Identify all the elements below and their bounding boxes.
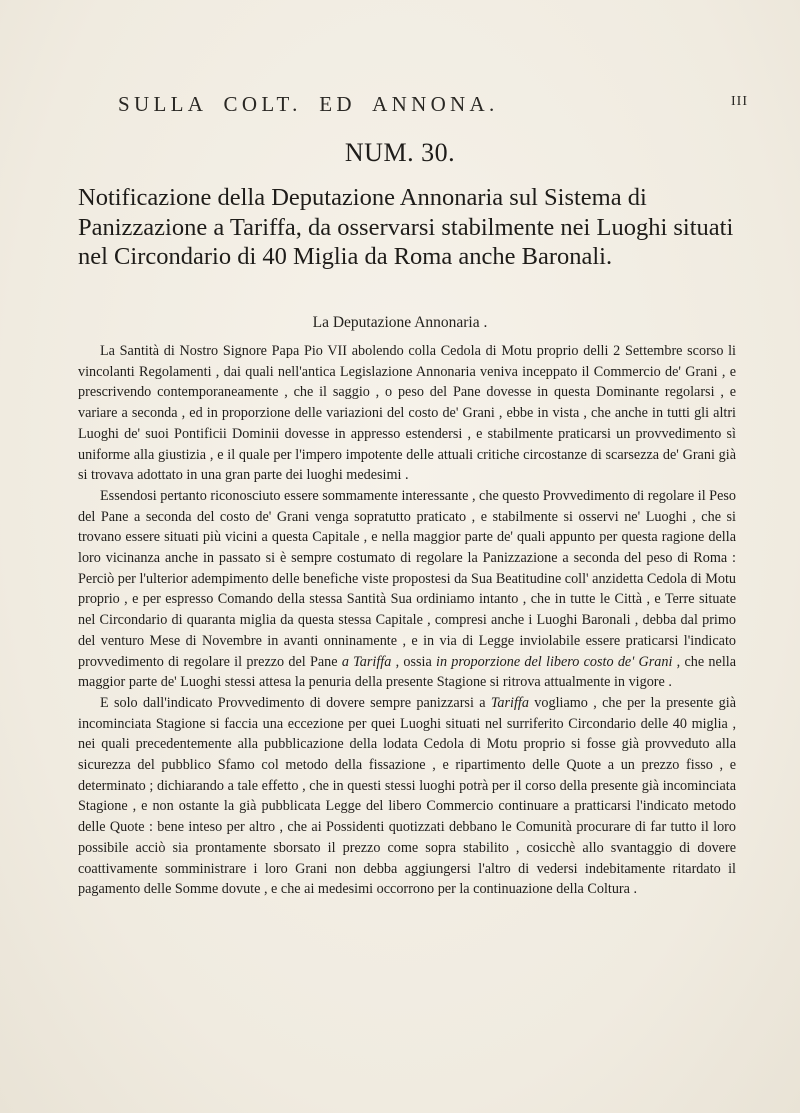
paragraph-3-italic-tariffa: Tariffa	[490, 694, 529, 711]
paragraph-1-text: La Santità di Nostro Signore Papa Pio VII abolendo colla Cedola di Motu proprio delli 2 Settembre scorso li vincolanti Regolamenti , dai quali nell'antica Legislazione Annonaria veniva inceppato il Commercio de' Grani , e prescrivendo contemporaneamente , che il saggio , o peso del Pane dovesse in questa Dominante regolarsi , e variare a seconda , ed in proporzione delle variazioni del costo de' Grani , ebbe in vista , che anche in tutti gli altri Luoghi de' suoi Pontificii Dominii dovesse in appresso estendersi , e stabilmente praticarsi un provvedimento sì uniforme alla giustizia , e il quale per l'impero impotente delle attuali critiche circostanze di scarsezza de' Grani già si trovava adottato in una gran parte dei luoghi medesimi .	[78, 343, 736, 484]
running-head	[118, 92, 748, 116]
document-title: Notificazione della Deputazione Annonaria sul Sistema di Panizzazione a Tariffa, da osservarsi stabilmente nei Luoghi situati nel Circondario di 40 Miglia da Roma anche Baronali.	[78, 184, 734, 270]
issuer-line: La Deputazione Annonaria .	[312, 314, 488, 331]
page-number: III	[731, 94, 748, 109]
paragraph-2-italic-proporzione: in proporzione del libero costo de' Grani	[436, 653, 673, 670]
paragraph-3	[78, 693, 736, 900]
paragraph-2	[78, 486, 736, 693]
paragraph-2-mid: , ossia	[391, 653, 437, 670]
paragraph-2-italic-tariffa: a Tariffa	[341, 653, 392, 670]
running-title: SULLA COLT. ED ANNONA.	[118, 92, 499, 116]
document-number: NUM. 30.	[344, 138, 456, 167]
paragraph-1	[78, 341, 736, 486]
paragraph-2-text: Essendosi pertanto riconosciuto essere sommamente interessante , che questo Provvedimento di regolare il Peso del Pane a seconda del costo de' Grani venga sopratutto praticato , e stabilmente si osservi ne' Luoghi , che si trovano essere situati più vicini a questa Capitale , e nella maggior parte de' quali appunto per questa ragione della loro vicinanza anche in passato si è sempre costumato di regolare la Panizzazione a seconda del peso di Roma : Perciò per l'ulterior adempimento delle benefiche viste propostesi da Sua Beatitudine coll' anzidetta Cedola di Motu proprio , e per espresso Comando della stessa Santità Sua ordiniamo intanto , che in tutte le Città , e Terre situate nel Circondario di quaranta miglia da questa stessa Capitale , compresi anche i Luoghi Baronali , debba dal primo del venturo Mese di Novembre in avanti onninamente , e in via di Legge inviolabile essere praticarsi l'indicato provvedimento di regolare il prezzo del Pane	[78, 487, 736, 670]
paragraph-3-text: E solo dall'indicato Provvedimento di dovere sempre panizzarsi a	[100, 694, 491, 711]
paragraph-3-tail: vogliamo , che per la presente già incominciata Stagione si faccia una eccezione per quei Luoghi situati nel surriferito Circondario delle 40 miglia , nei quali precedentemente alla pubblicazione della lodata Cedola di Motu proprio si fosse già provveduto alla sicurezza del pubblico Sfamo col metodo della fissazione , e ripartimento delle Quote a un prezzo fisso , e determinato ; dichiarando a tale effetto , che in questi stessi luoghi potrà per il corso della presente già incominciata Stagione , e non ostante la già pubblicata Legge del libero Commercio continuare a pratticarsi l'indicato metodo delle Quote : bene inteso per altro , che ai Possidenti quotizzati debbano le Comunità procurare di far tutto il loro possibile acciò sia prontamente sborsato il prezzo come sopra stabilito , cosicchè allo svantaggio di dovere coattivamente somministrare i loro Grani non debba aggiungersi l'altro di vedersi indebitamente ritardato il pagamento delle Somme dovute , e che ai medesimi occorrono per la continuazione della Coltura .	[78, 694, 736, 898]
paragraph-2-tail: , che nella maggior parte de' Luoghi stessi attesa la penuria della presente Stagione si ritrova attualmente in vigore .	[78, 653, 737, 691]
body-text	[78, 341, 736, 900]
